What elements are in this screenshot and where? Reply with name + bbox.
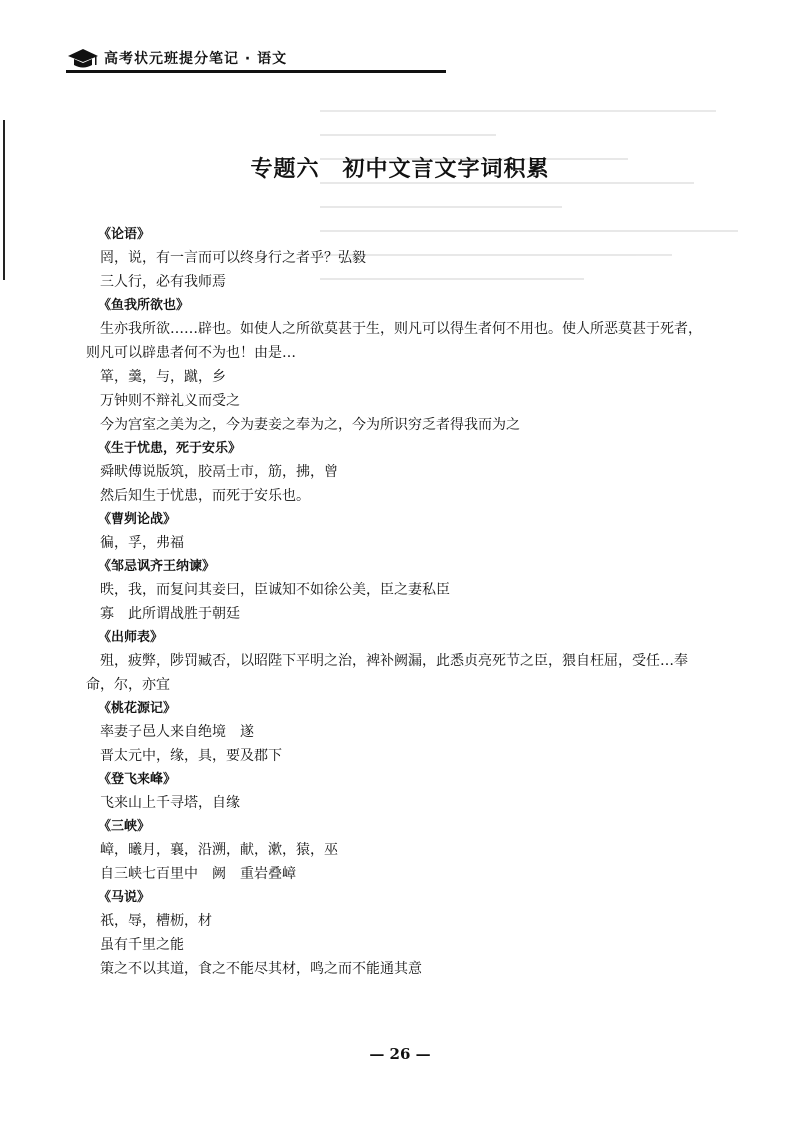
text-line: 自三峡七百里中 阙 重岩叠嶂 [100, 866, 296, 882]
section-title: 《出师表》 [98, 630, 164, 645]
text-paragraph [88, 649, 736, 697]
text-line: 嶂，曦月，襄，沿溯，献，漱，猿，巫 [100, 842, 338, 858]
section-caogui [88, 508, 736, 555]
text-line: 今为宫室之美为之，今为妻妾之奉为之，今为所识穷乏者得我而为之 [100, 417, 520, 433]
section-title: 《生于忧患，死于安乐》 [98, 441, 242, 456]
section-chushibiao [88, 626, 736, 697]
section-title: 《论语》 [98, 227, 151, 242]
section-shengyuyouhuan [88, 437, 736, 508]
page-title: 专题六 初中文言文字词积累 [250, 156, 550, 182]
text-line: 生亦我所欲……辟也。如使人之所欲莫甚于生，则凡可以得生者何不用也。使人所恶莫甚于死者， [100, 321, 702, 337]
header-rule [66, 70, 446, 73]
text-line: 徧，孚，弗福 [100, 535, 184, 551]
section-title: 《三峡》 [98, 819, 151, 834]
section-yuwosuoyu [88, 294, 736, 437]
section-mashuo [88, 886, 736, 981]
graduation-cap-icon [66, 46, 100, 70]
section-sanxia [88, 815, 736, 886]
text-line: 晋太元中，缘，具，要及郡下 [100, 748, 282, 764]
section-taohuayuan [88, 697, 736, 768]
section-title: 《鱼我所欲也》 [98, 298, 190, 313]
section-title: 《登飞来峰》 [98, 772, 177, 787]
running-header [66, 46, 287, 70]
text-line: 然后知生于忧患，而死于安乐也。 [100, 488, 310, 504]
text-line: 箪，羹，与，蹴，乡 [100, 369, 226, 385]
text-line: 率妻子邑人来自绝境 遂 [100, 724, 254, 740]
section-title: 《邹忌讽齐王纳谏》 [98, 559, 216, 574]
section-dengfeilaifeng [88, 768, 736, 815]
text-line: 万钟则不辩礼义而受之 [100, 393, 240, 409]
section-title: 《曹刿论战》 [98, 512, 177, 527]
section-lunyu [88, 223, 736, 294]
header-title: 高考状元班提分笔记 · 语文 [104, 51, 288, 67]
text-line: 则凡可以辟患者何不为也！由是… [86, 345, 296, 361]
text-line: 昳，我，而复问其妾曰，臣诚知不如徐公美，臣之妻私臣 [100, 582, 450, 598]
text-line: 命，尔，亦宜 [86, 677, 170, 693]
text-line: 祇，辱，槽枥，材 [100, 913, 212, 929]
text-line: 殂，疲弊，陟罚臧否，以昭陛下平明之治，裨补阙漏，此悉贞亮死节之臣，猥自枉屈，受任…奉 [100, 653, 688, 669]
text-paragraph [88, 317, 736, 365]
text-line: 寡 此所谓战胜于朝廷 [100, 606, 240, 622]
text-line: 三人行，必有我师焉 [100, 274, 226, 290]
text-line: 飞来山上千寻塔，自缘 [100, 795, 240, 811]
main-content [88, 223, 736, 981]
page-number: — 26 — [369, 1045, 431, 1063]
text-line: 舜畎傅说版筑，胶鬲士市，筋，拂，曾 [100, 464, 338, 480]
section-title: 《桃花源记》 [98, 701, 177, 716]
section-zouji [88, 555, 736, 626]
text-line: 策之不以其道，食之不能尽其材，鸣之而不能通其意 [100, 961, 422, 977]
text-line: 虽有千里之能 [100, 937, 184, 953]
text-line: 罔，说，有一言而可以终身行之者乎？弘毅 [100, 250, 366, 266]
section-title: 《马说》 [98, 890, 151, 905]
scan-edge-line [3, 120, 5, 280]
